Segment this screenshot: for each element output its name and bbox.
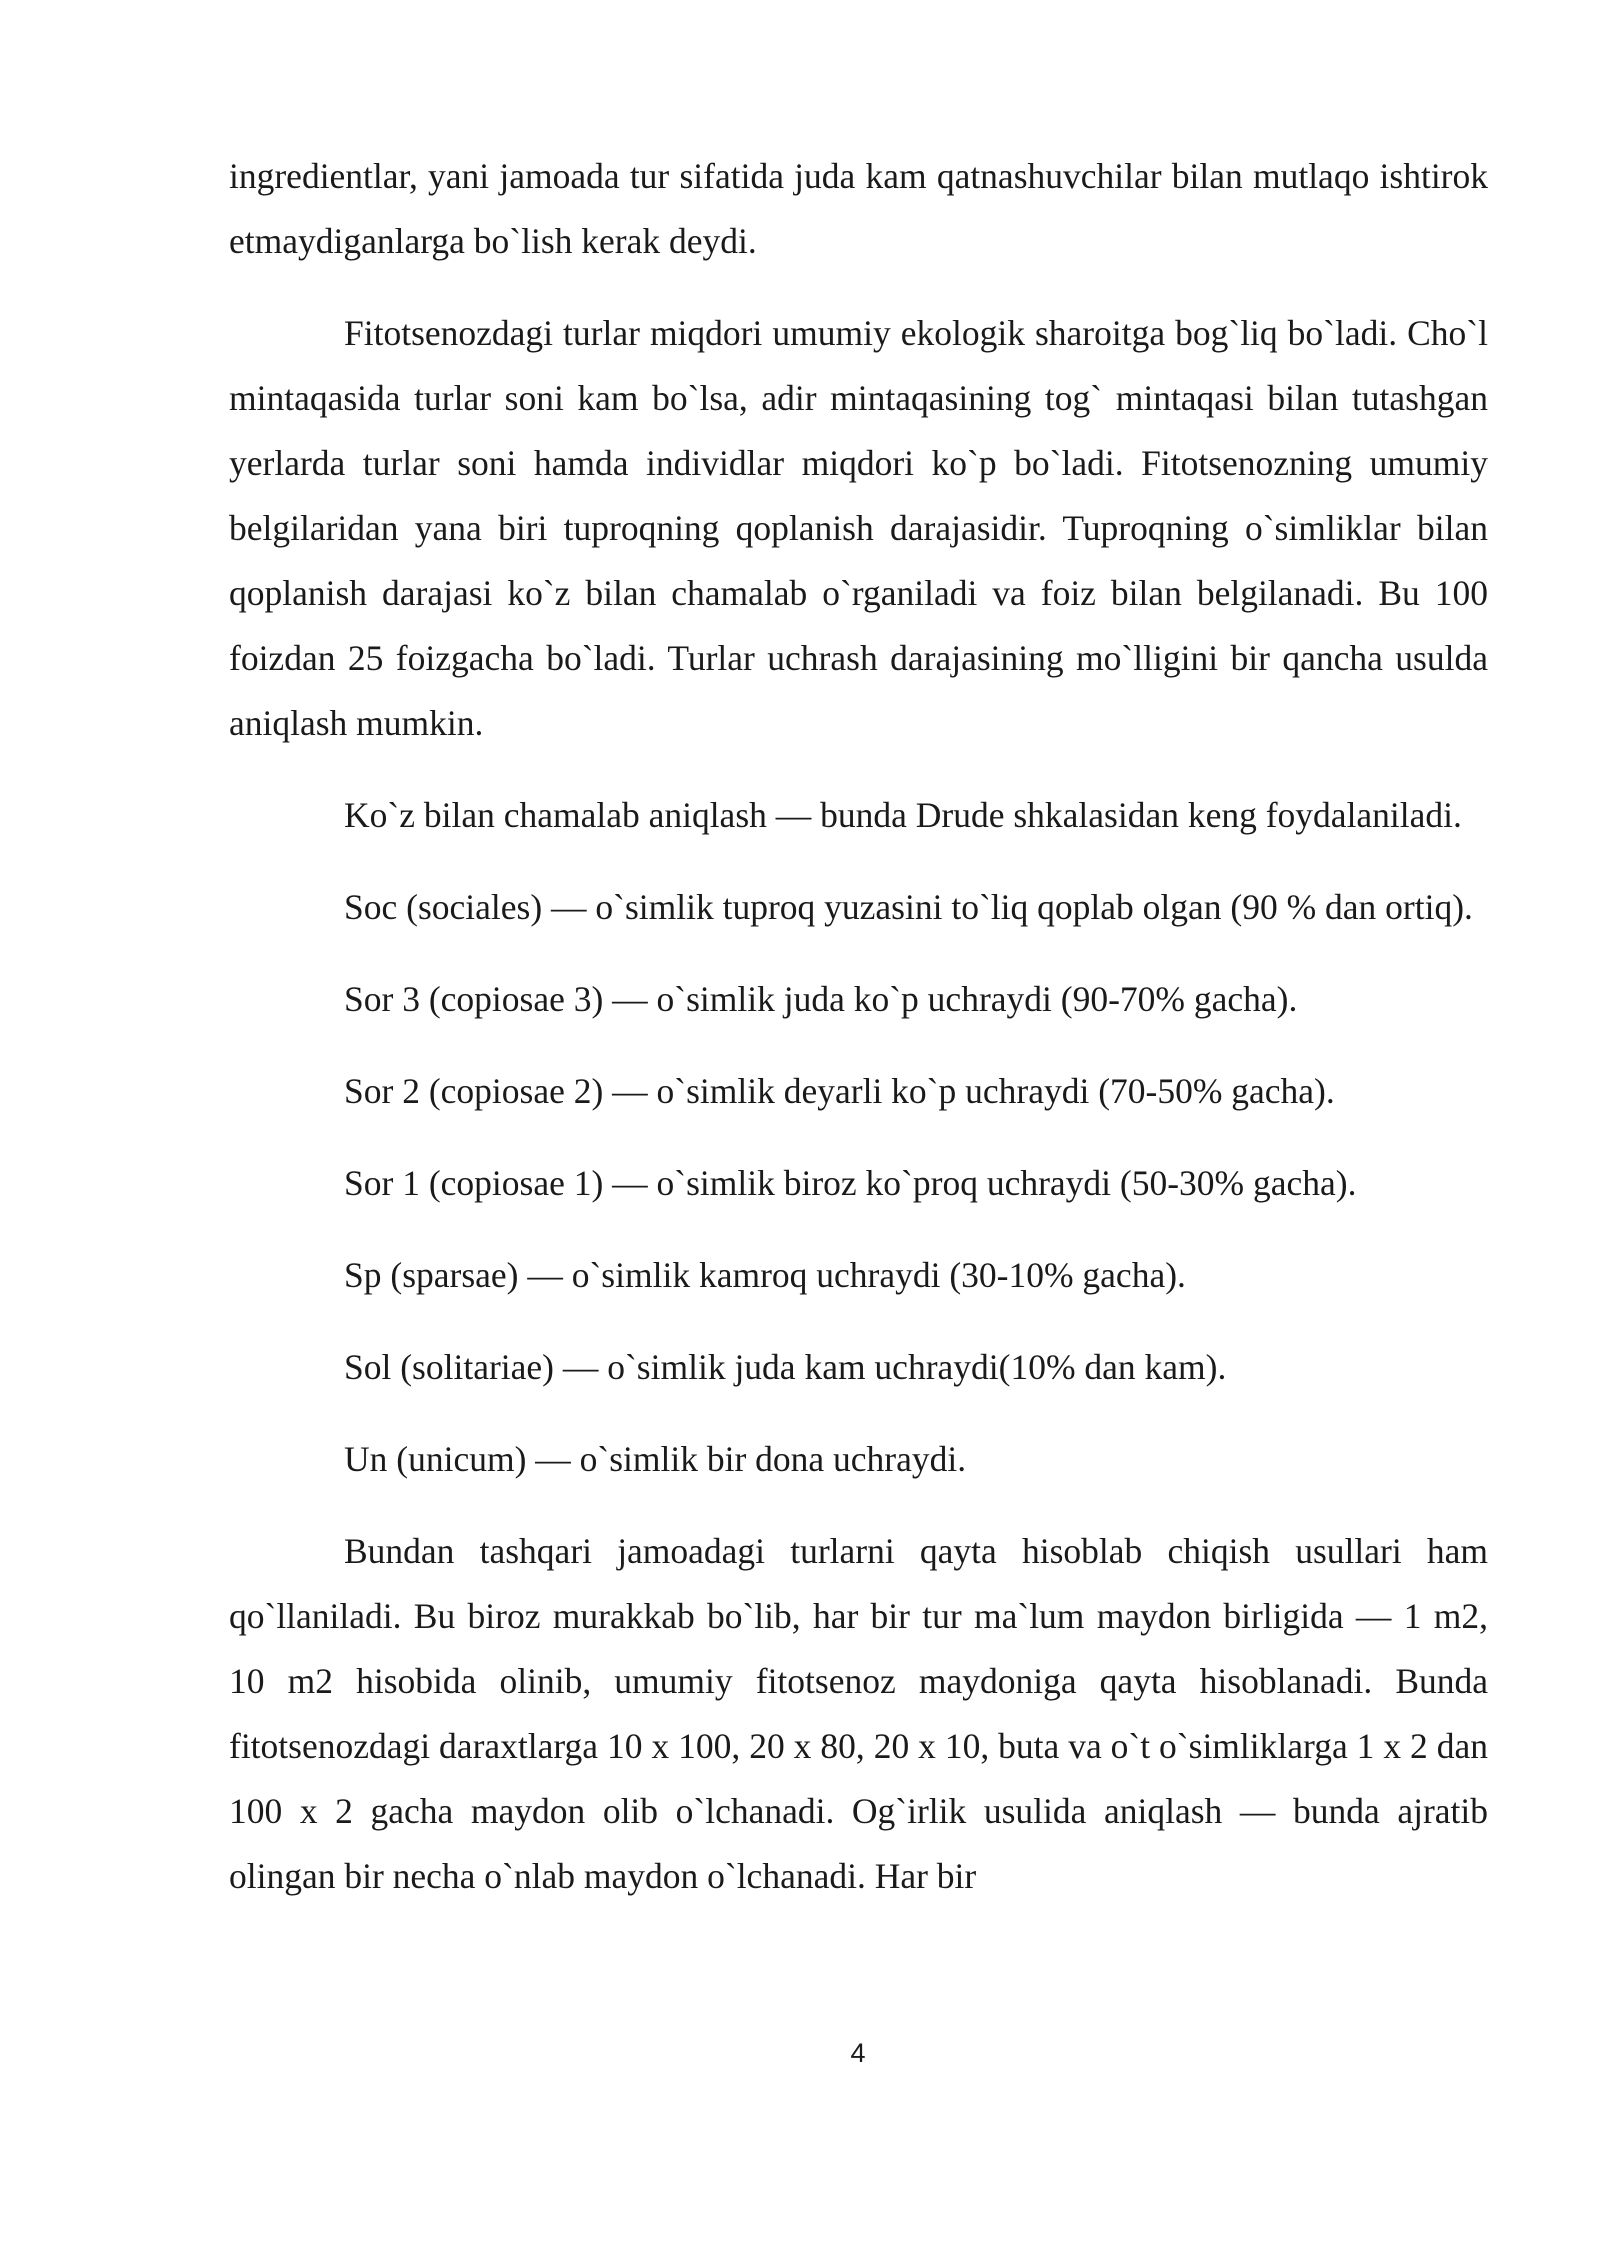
scale-item-un: Un (unicum) — o`simlik bir dona uchraydi. bbox=[344, 1439, 967, 1479]
paragraph-species-count: Fitotsenozdagi turlar miqdori umumiy ekologik sharoitga bog`liq bo`ladi. Cho`l mintaqasida turlar soni kam bo`lsa, adir mintaqasining tog` mintaqasi bilan tutashgan yerlarda turlar soni hamda individlar miqdori ko`p bo`ladi. Fitotsenozning umumiy belgilaridan yana biri tuproqning qoplanish darajasidir. Tuproqning o`simliklar bilan qoplanish darajasi ko`z bilan chamalab o`rganiladi va foiz bilan belgilanadi. Bu 100 foizdan 25 foizgacha bo`ladi. Turlar uchrash darajasining mo`lligini bir qancha usulda aniqlash mumkin. bbox=[229, 313, 1488, 743]
scale-item-soc: Soc (sociales) — o`simlik tuproq yuzasini to`liq qoplab olgan (90 % dan ortiq). bbox=[344, 887, 1473, 927]
paragraph-counting-methods: Bundan tashqari jamoadagi turlarni qayta hisoblab chiqish usullari ham qo`llaniladi. Bu biroz murakkab bo`lib, har bir tur ma`lum maydon birligida — 1 m2, 10 m2 hisobida olinib, umumiy fitotsenoz maydoniga qayta hisoblanadi. Bunda fitotsenozdagi daraxtlarga 10 x 100, 20 x 80, 20 x 10, buta va o`t o`simliklarga 1 x 2 dan 100 x 2 gacha maydon olib o`lchanadi. Og`irlik usulida aniqlash — bunda ajratib olingan bir necha o`nlab maydon o`lchanadi. Har bir bbox=[229, 1531, 1488, 1896]
paragraph-drude-scale: Ko`z bilan chamalab aniqlash — bunda Drude shkalasidan keng foydalaniladi. bbox=[344, 795, 1462, 835]
page-number: 4 bbox=[850, 2038, 866, 2068]
scale-item-sor1: Sor 1 (copiosae 1) — o`simlik biroz ko`proq uchraydi (50-30% gacha). bbox=[344, 1163, 1357, 1203]
scale-item-sor3: Sor 3 (copiosae 3) — o`simlik juda ko`p uchraydi (90-70% gacha). bbox=[344, 979, 1298, 1019]
paragraph-continuation: ingredientlar, yani jamoada tur sifatida juda kam qatnashuvchilar bilan mutlaqo ishtirok etmaydiganlarga bo`lish kerak deydi. bbox=[229, 156, 1488, 261]
scale-item-sol: Sol (solitariae) — o`simlik juda kam uchraydi(10% dan kam). bbox=[344, 1347, 1227, 1387]
scale-item-sp: Sp (sparsae) — o`simlik kamroq uchraydi (30-10% gacha). bbox=[344, 1255, 1186, 1295]
scale-item-sor2: Sor 2 (copiosae 2) — o`simlik deyarli ko`p uchraydi (70-50% gacha). bbox=[344, 1071, 1335, 1111]
body-text bbox=[229, 144, 1488, 1909]
